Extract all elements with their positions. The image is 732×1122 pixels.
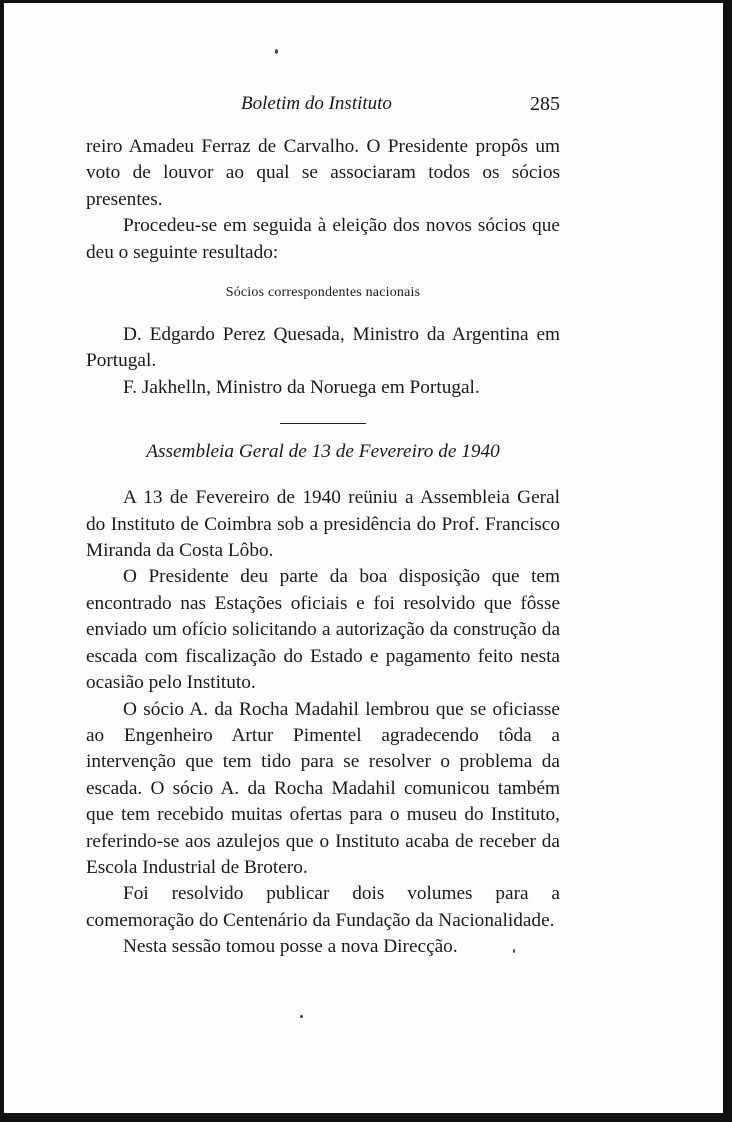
ink-speck <box>275 49 278 54</box>
member-entry: F. Jakhelln, Ministro da Noruega em Portugal. <box>123 376 480 398</box>
paragraph: O sócio A. da Rocha Madahil lembrou que se oficiasse ao Engenheiro Artur Pimentel agradecendo tôda a intervenção que tem tido para se resolver o problema da escada. O sócio A. da Rocha Madahil comunicou também que tem recebido muitas ofertas para o museu do Instituto, referindo-se aos azulejos que o Instituto acaba de receber da Escola Industrial de Brotero. <box>86 698 560 878</box>
paragraph: Nesta sessão tomou posse a nova Direcção. <box>123 936 458 958</box>
paragraph: A 13 de Fevereiro de 1940 reüniu a Assembleia Geral do Instituto de Coimbra sob a presidência do Prof. Francisco Miranda da Costa Lôbo. <box>86 487 560 562</box>
paragraph: Foi resolvido publicar dois volumes para a comemoração do Centenário da Fundação da Nacionalidade. <box>86 883 560 931</box>
ink-speck <box>300 1015 303 1018</box>
paragraph: reiro Amadeu Ferraz de Carvalho. O Presidente propôs um voto de louvor ao qual se associaram todos os sócios presentes. <box>86 136 560 210</box>
paragraph: O Presidente deu parte da boa disposição que tem encontrado nas Estações oficiais e foi resolvido que fôsse enviado um ofício solicitando a autorização da construção da escada com fiscalização do Estado e pagamento feito nesta ocasião pelo Instituto. <box>86 566 560 694</box>
members-heading: Sócios correspondentes nacionais <box>225 285 421 301</box>
paragraph: Procedeu-se em seguida à eleição dos novos sócios que deu o seguinte resultado: <box>86 215 560 263</box>
running-title: Boletim do Instituto <box>241 93 392 114</box>
page-number: 285 <box>530 93 560 115</box>
section-title: Assembleia Geral de 13 de Fevereiro de 1940 <box>146 441 500 463</box>
section-divider <box>280 423 366 424</box>
running-head <box>86 93 560 121</box>
body-text <box>86 134 560 961</box>
member-entry: D. Edgardo Perez Quesada, Ministro da Argentina em Portugal. <box>86 324 560 372</box>
